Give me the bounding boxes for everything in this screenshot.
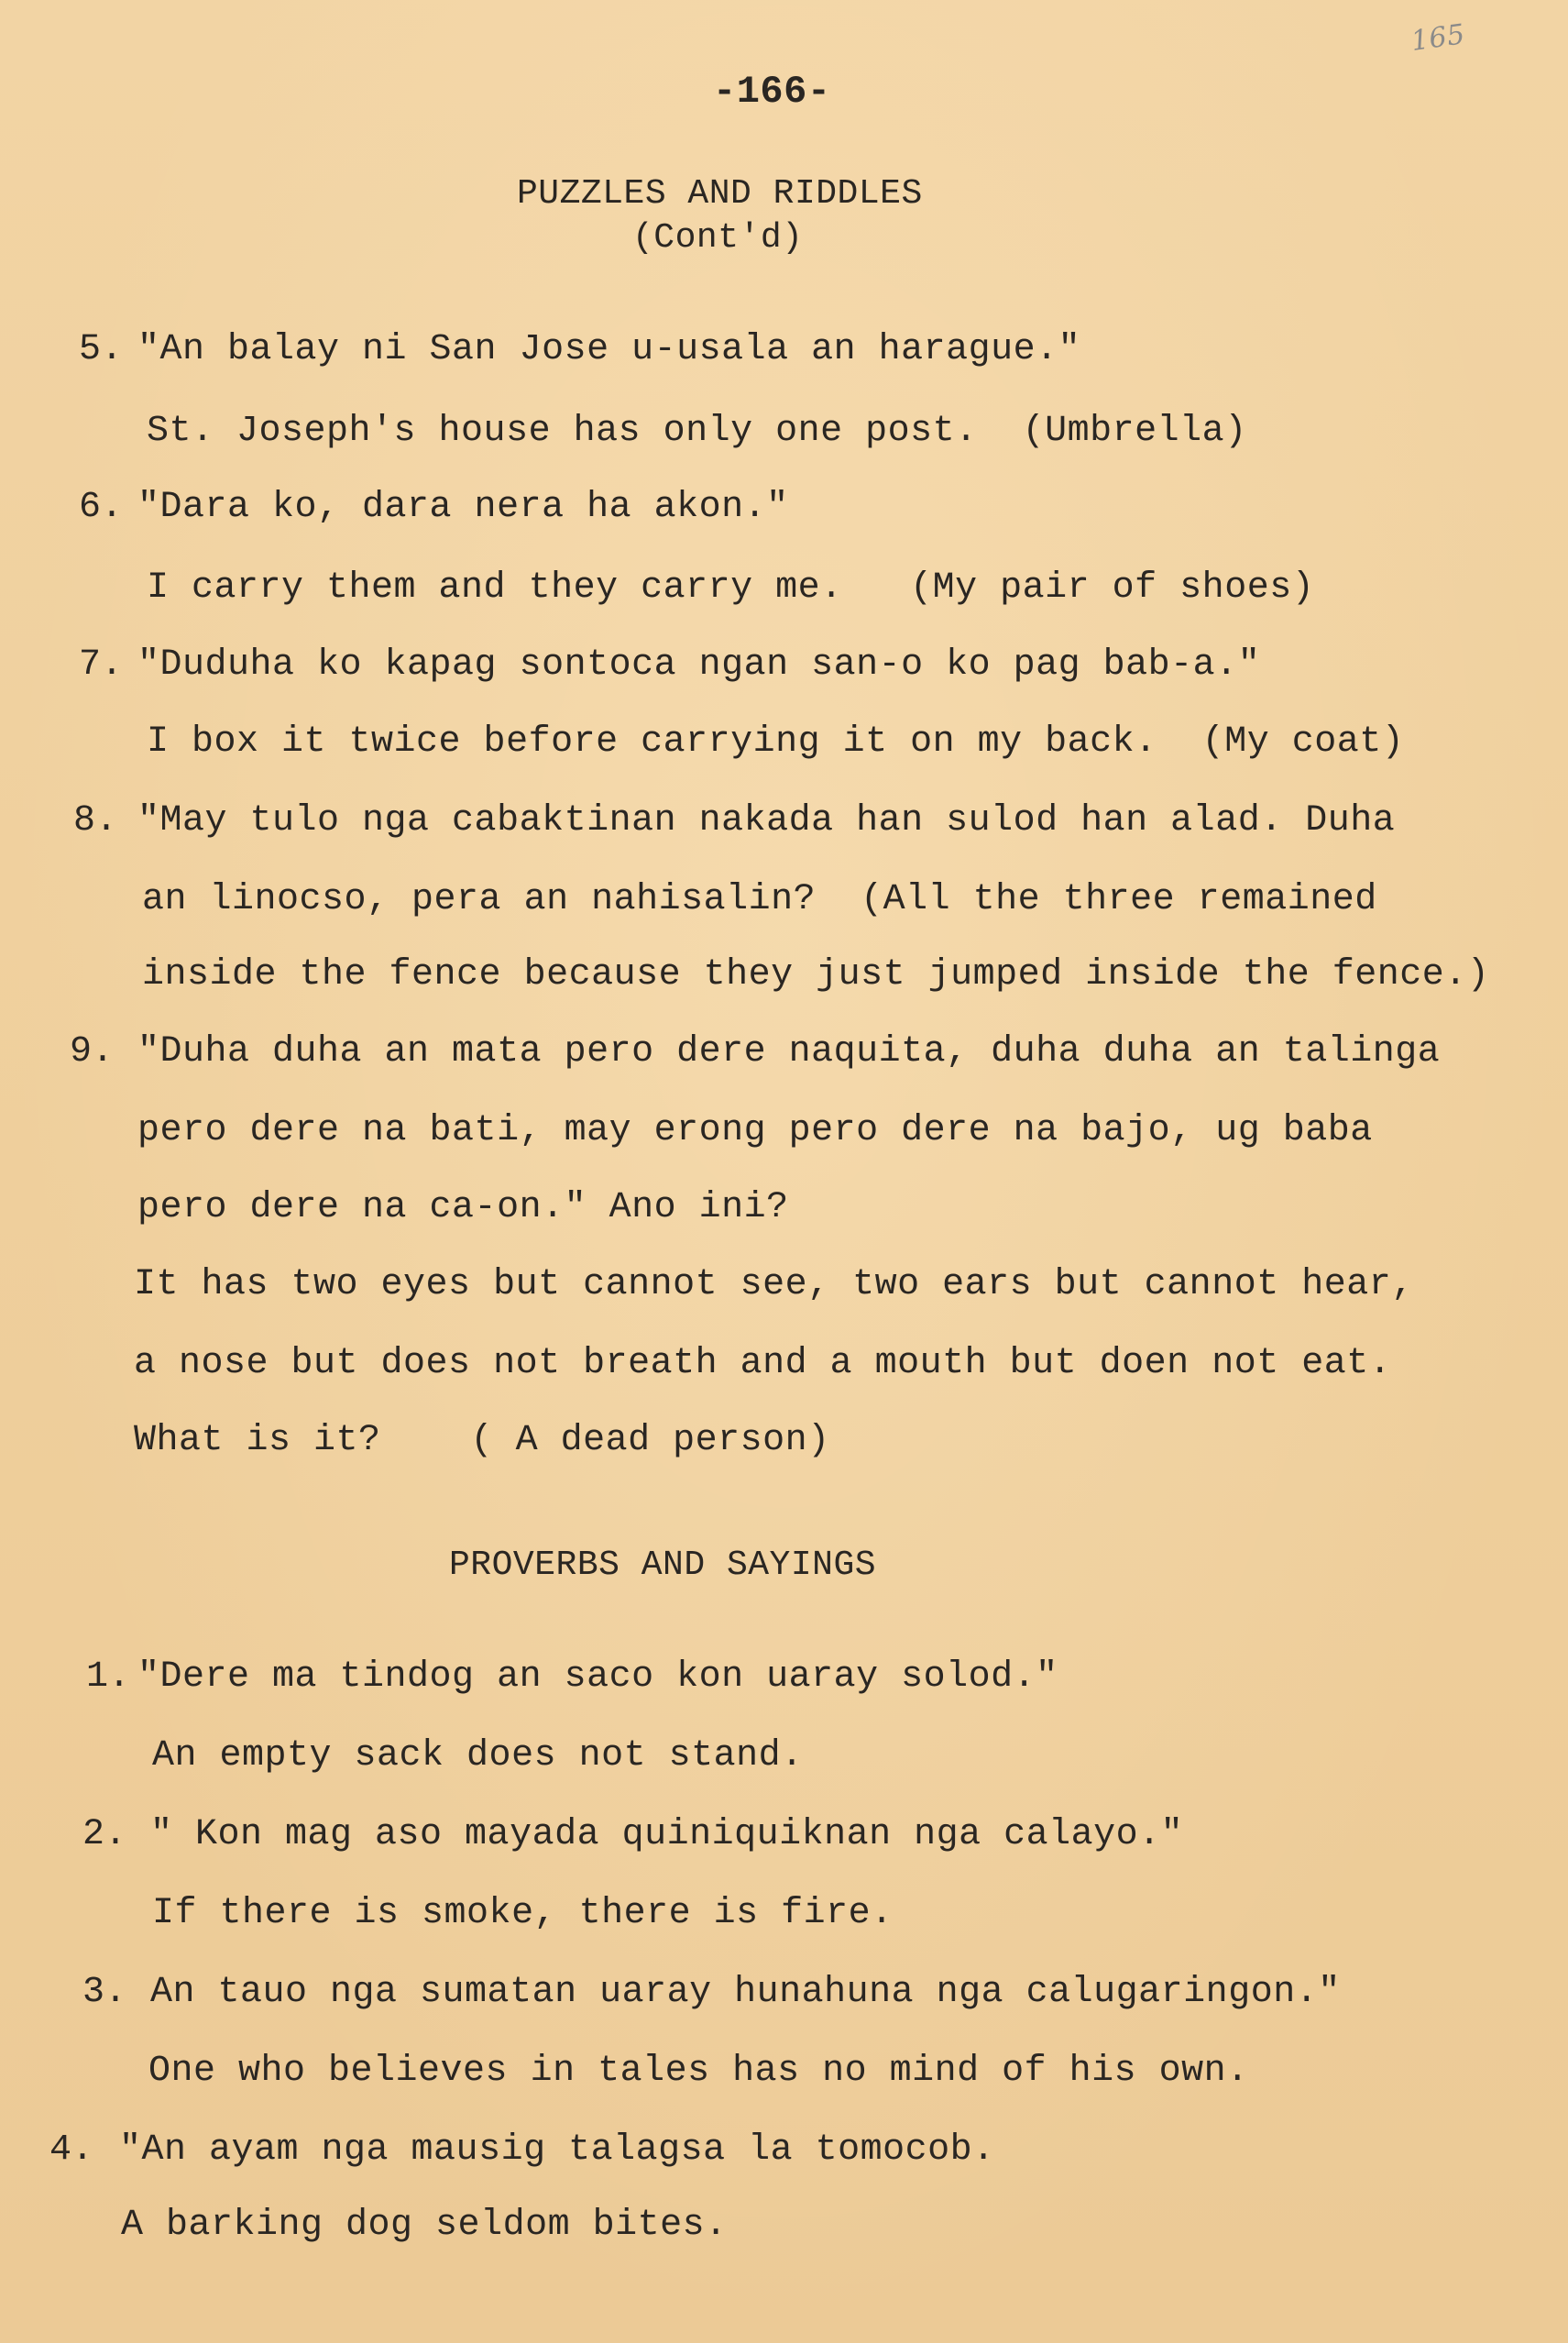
riddle-native-line: "Dara ko, dara nera ha akon." [137,487,789,528]
riddle-native-line: an linocso, pera an nahisalin? (All the three remained [142,879,1377,920]
riddle-english-line: It has two eyes but cannot see, two ears but cannot hear, [134,1264,1414,1305]
riddle-native-line: "An balay ni San Jose u-usala an harague." [137,329,1081,370]
proverb-number: 3. [82,1972,127,2013]
riddle-english-line: a nose but does not breath and a mouth but doen not eat. [134,1343,1392,1384]
proverb-native-line: "Dere ma tindog an saco kon uaray solod." [137,1656,1058,1698]
riddle-native-line: inside the fence because they just jumped inside the fence.) [142,954,1490,996]
corner-handwritten-mark: 165 [1409,18,1467,58]
page-number: -166- [713,70,831,114]
riddle-english-line: St. Joseph's house has only one post. (Umbrella) [147,411,1247,452]
riddle-number: 8. [73,800,118,842]
riddle-english-line: What is it? ( A dead person) [134,1420,830,1461]
proverb-native-line: An tauo nga sumatan uaray hunahuna nga calugaringon." [150,1972,1341,2013]
section-subtitle-riddles: (Cont'd) [632,218,804,258]
proverb-native-line: " Kon mag aso mayada quiniquiknan nga calayo." [150,1814,1184,1855]
riddle-english-line: I box it twice before carrying it on my back. (My coat) [147,721,1405,763]
proverb-number: 2. [82,1814,127,1855]
proverb-english-line: A barking dog seldom bites. [121,2205,728,2246]
proverb-english-line: One who believes in tales has no mind of his own. [148,2051,1249,2092]
riddle-english-line: I carry them and they carry me. (My pair of shoes) [147,567,1315,609]
riddle-native-line: "May tulo nga cabaktinan nakada han sulod han alad. Duha [137,800,1396,842]
section-title-riddles: PUZZLES AND RIDDLES [517,174,923,214]
riddle-native-line: pero dere na ca-on." Ano ini? [137,1187,789,1228]
proverb-native-line: "An ayam nga mausig talagsa la tomocob. [119,2129,995,2171]
section-title-proverbs: PROVERBS AND SAYINGS [449,1546,877,1585]
riddle-native-line: pero dere na bati, may erong pero dere na bajo, ug baba [137,1110,1373,1151]
riddle-number: 7. [79,644,124,686]
proverb-number: 4. [49,2129,94,2171]
proverb-number: 1. [86,1656,131,1698]
riddle-number: 6. [79,487,124,528]
riddle-native-line: "Duduha ko kapag sontoca ngan san-o ko pag bab-a." [137,644,1261,686]
proverb-english-line: If there is smoke, there is fire. [152,1893,894,1934]
proverb-english-line: An empty sack does not stand. [152,1735,804,1776]
riddle-number: 5. [79,329,124,370]
riddle-native-line: "Duha duha an mata pero dere naquita, duha duha an talinga [137,1031,1441,1072]
riddle-number: 9. [70,1031,115,1072]
